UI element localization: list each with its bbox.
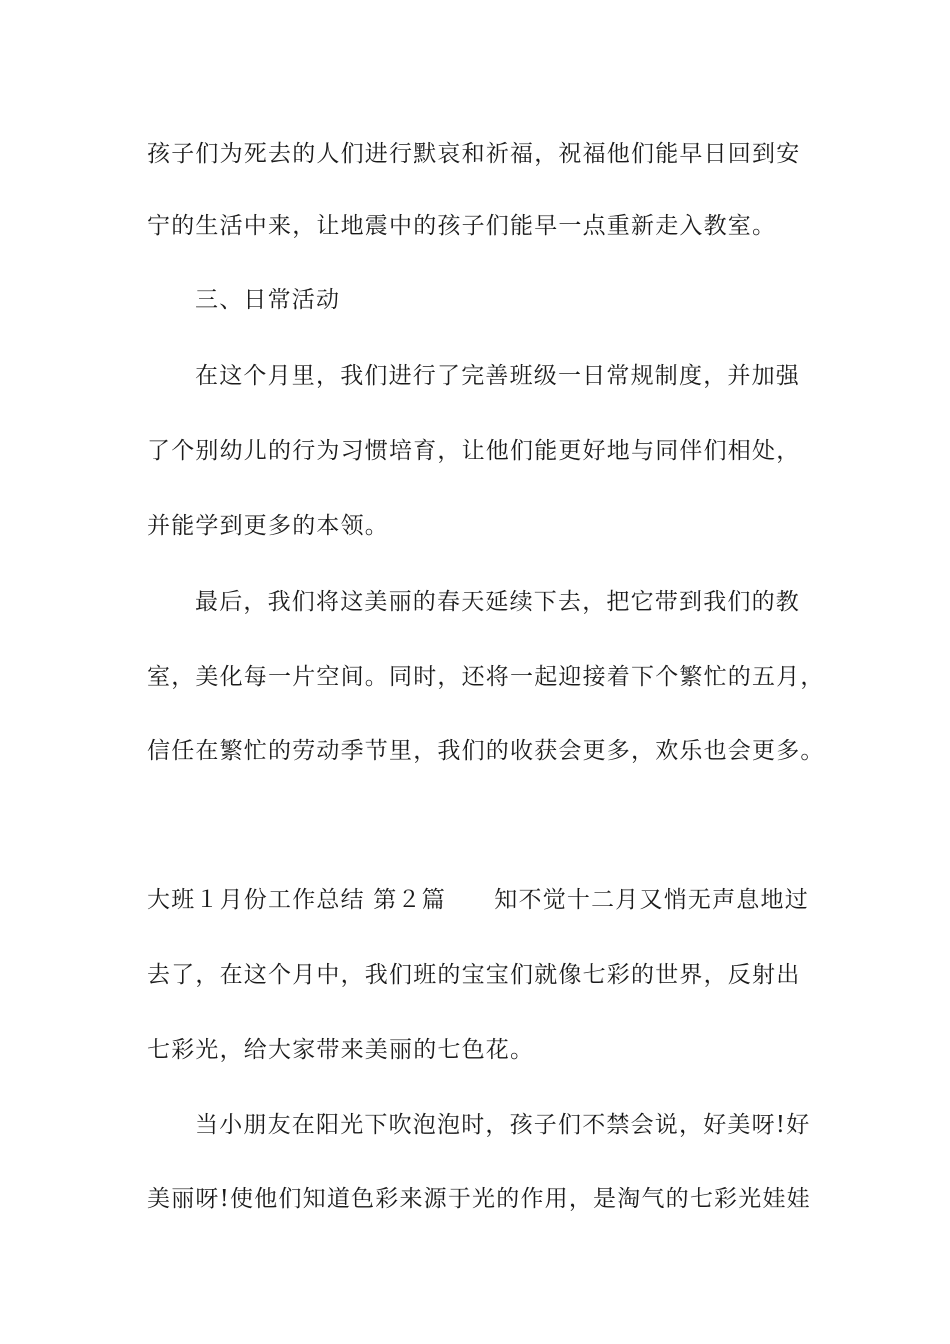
text-line: 宁的生活中来，让地震中的孩子们能早一点重新走入教室。: [147, 213, 777, 239]
text-line: 室，美化每一片空间。同时，还将一起迎接着下个繁忙的五月，: [147, 664, 825, 690]
text-line: 信任在繁忙的劳动季节里，我们的收获会更多，欢乐也会更多。: [147, 738, 825, 764]
text-line: 并能学到更多的本领。: [147, 513, 389, 539]
text-line: 在这个月里，我们进行了完善班级一日常规制度，并加强: [195, 363, 800, 389]
text-line: 了个别幼儿的行为习惯培育，让他们能更好地与同伴们相处，: [147, 438, 801, 464]
text-line: 当小朋友在阳光下吹泡泡时，孩子们不禁会说，好美呀!好: [195, 1112, 811, 1138]
text-line: 去了，在这个月中，我们班的宝宝们就像七彩的世界，反射出: [147, 962, 801, 988]
section-heading: 三、日常活动: [195, 287, 341, 313]
text-line: 七彩光，给大家带来美丽的七色花。: [147, 1037, 535, 1063]
text-line: 美丽呀!使他们知道色彩来源于光的作用，是淘气的七彩光娃娃: [147, 1186, 811, 1212]
text-line: 孩子们为死去的人们进行默哀和祈福，祝福他们能早日回到安: [147, 141, 801, 167]
text-line: 最后，我们将这美丽的春天延续下去，把它带到我们的教: [195, 589, 800, 615]
article-title-line: 大班１月份工作总结 第２篇 知不觉十二月又悄无声息地过: [147, 887, 809, 913]
